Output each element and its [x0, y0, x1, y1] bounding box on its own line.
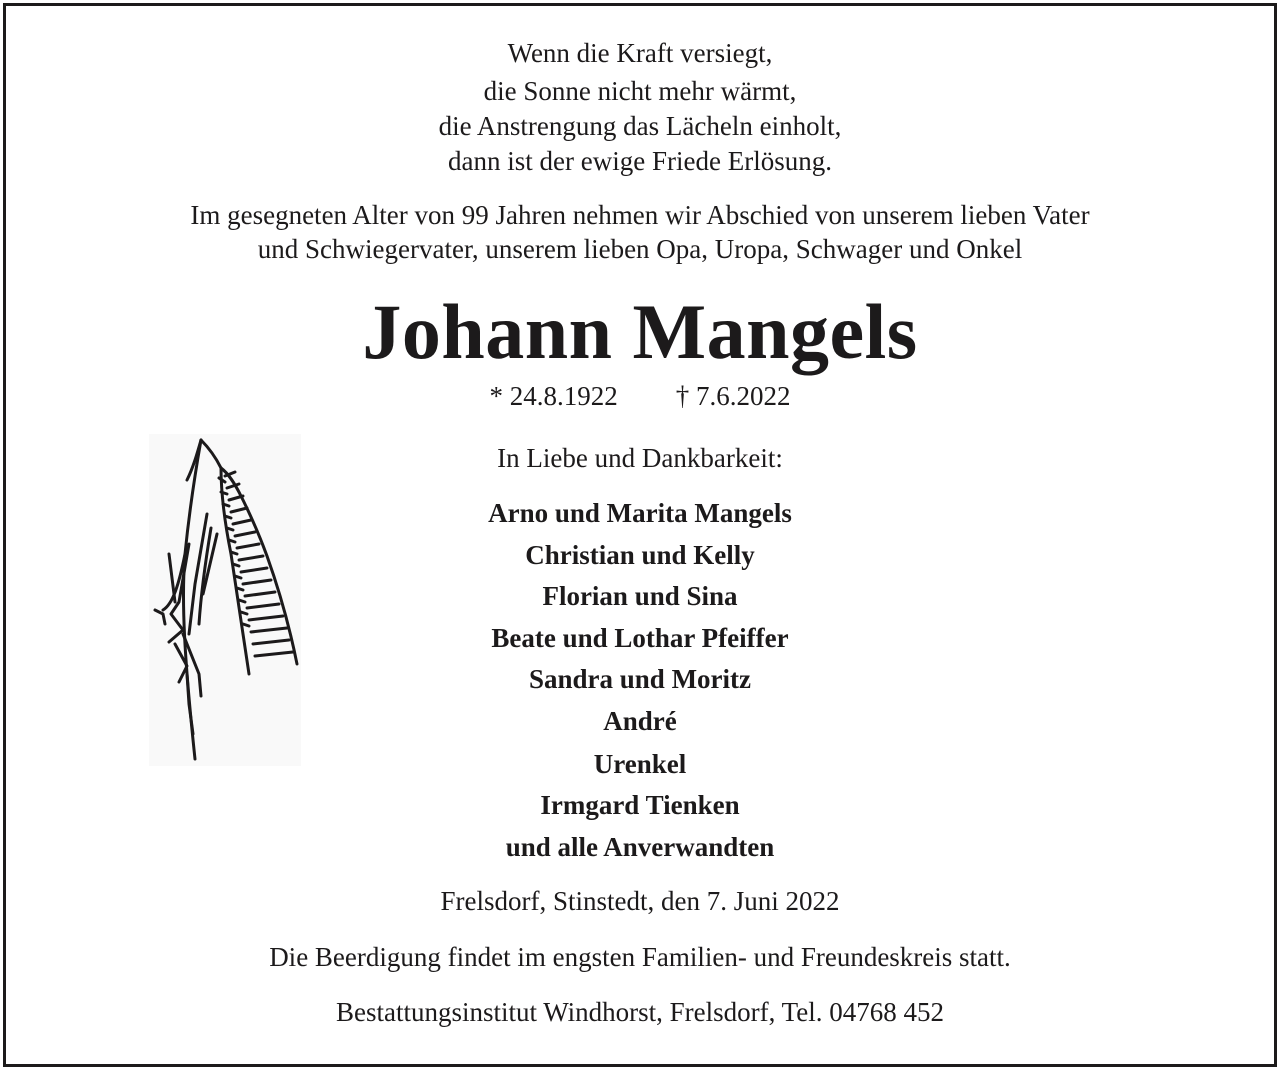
poem-line-1: Wenn die Kraft versiegt,: [507, 38, 773, 68]
poem-line-3: die Anstrengung das Lächeln einholt,: [438, 111, 842, 141]
mourner-9: und alle Anverwandten: [505, 832, 775, 862]
dedication-line: In Liebe und Dankbarkeit:: [497, 443, 783, 473]
mourner-8: Irmgard Tienken: [540, 790, 740, 820]
place-date: Frelsdorf, Stinstedt, den 7. Juni 2022: [440, 886, 840, 916]
mourner-3: Florian und Sina: [542, 581, 738, 611]
mourner-2: Christian und Kelly: [525, 540, 755, 570]
poem-line-4: dann ist der ewige Friede Erlösung.: [448, 146, 832, 176]
mourner-5: Sandra und Moritz: [528, 664, 752, 694]
deceased-name: Johann Mangels: [362, 288, 918, 375]
mourner-6: André: [603, 706, 677, 736]
undertaker-contact: Bestattungsinstitut Windhorst, Frelsdorf, Tel. 04768 452: [335, 997, 944, 1027]
mourner-4: Beate und Lothar Pfeiffer: [491, 623, 789, 653]
intro-line-1: Im gesegneten Alter von 99 Jahren nehmen wir Abschied von unserem lieben Vater: [190, 200, 1090, 230]
mourner-7: Urenkel: [593, 749, 687, 779]
poem-line-2: die Sonne nicht mehr wärmt,: [483, 76, 797, 106]
funeral-note: Die Beerdigung findet im engsten Familien- und Freundeskreis statt.: [269, 942, 1011, 972]
death-date: † 7.6.2022: [675, 381, 791, 411]
birth-date: * 24.8.1922: [489, 381, 618, 411]
intro-line-2: und Schwiegervater, unserem lieben Opa, Uropa, Schwager und Onkel: [257, 234, 1023, 264]
mourner-1: Arno und Marita Mangels: [488, 498, 792, 528]
life-dates: [0, 380, 1280, 412]
